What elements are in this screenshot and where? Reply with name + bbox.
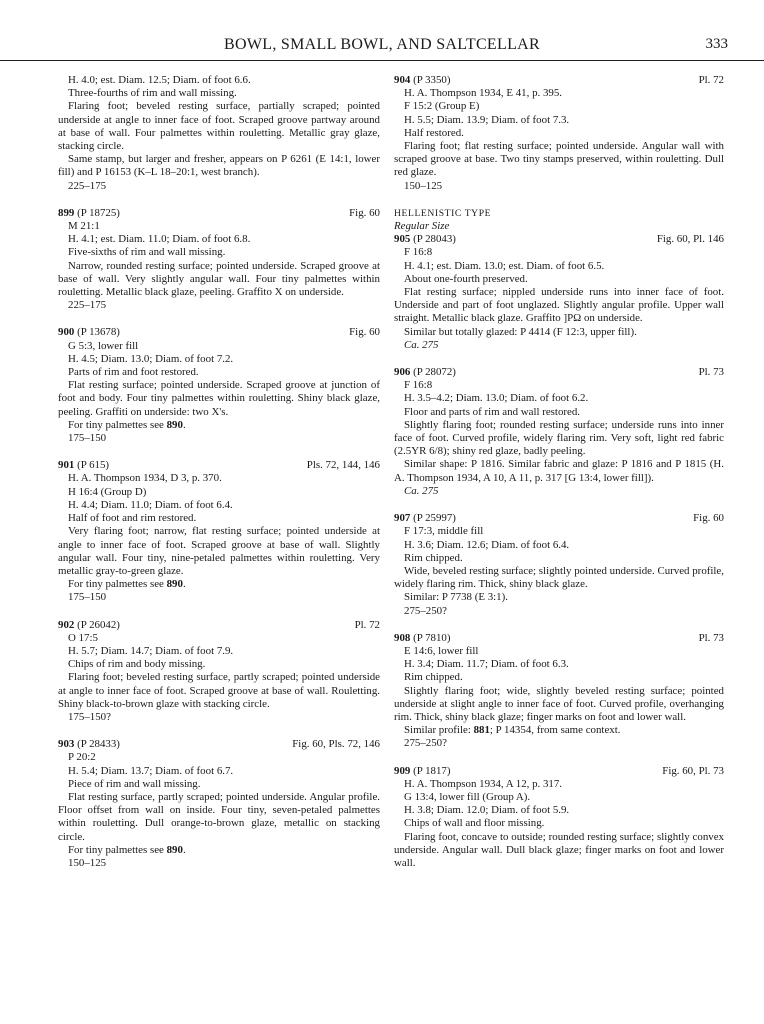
date: 175–150 <box>68 591 107 604</box>
section-heading: HELLENISTIC TYPE <box>394 207 492 219</box>
catalog-number: 907 <box>394 512 411 525</box>
cross-reference: 890 <box>166 843 183 856</box>
left-column <box>58 74 380 884</box>
condition: Half of foot and rim restored. <box>68 512 197 525</box>
condition: Chips of wall and floor missing. <box>404 817 545 830</box>
inventory-number: (P 13678) <box>77 326 120 339</box>
figure-reference: Fig. 60, Pl. 146 <box>656 233 724 246</box>
catalog-number: 906 <box>394 366 411 379</box>
entry-899 <box>58 207 380 313</box>
dimensions: H. 3.6; Diam. 12.6; Diam. of foot 6.4. <box>404 538 570 551</box>
catalog-number: 902 <box>58 618 75 631</box>
date: 150–125 <box>404 179 443 192</box>
entry-heading <box>394 512 724 525</box>
figure-reference: Fig. 60, Pl. 73 <box>662 764 724 777</box>
catalog-number: 905 <box>394 233 411 246</box>
description: Very flaring foot; narrow, flat resting surface; pointed underside at angle to inner face of foot. Scraped groove at base of wall. Slightly angular wall. Four tiny, nine-petaled palmettes within rouletting. Very metallic gray-to-green glaze. <box>58 525 380 577</box>
deposit: E 14:6, lower fill <box>404 644 479 657</box>
date: 275–250? <box>404 737 447 750</box>
right-column <box>394 74 724 884</box>
inventory-number: (P 26042) <box>77 618 120 631</box>
entry-heading <box>58 459 380 472</box>
condition: Rim chipped. <box>404 551 463 564</box>
condition: Three-fourths of rim and wall missing. <box>68 87 237 100</box>
catalog-number: 901 <box>58 459 75 472</box>
entry-heading <box>394 765 724 778</box>
inventory-number: (P 3350) <box>413 74 451 86</box>
entry-heading <box>394 366 724 379</box>
entry-902 <box>58 619 380 725</box>
condition: Five-sixths of rim and wall missing. <box>68 246 226 259</box>
description: Flaring foot, concave to outside; rounded resting surface; slightly convex underside. Angular wall. Dull black glaze; finger marks on foot and lower wall. <box>394 830 724 869</box>
deposit: M 21:1 <box>68 220 100 233</box>
dimensions: H. 4.4; Diam. 11.0; Diam. of foot 6.4. <box>68 498 233 511</box>
inventory-number: (P 1817) <box>413 764 451 777</box>
description: Slightly flaring foot; wide, slightly beveled resting surface; pointed underside at slight angle to inner face of foot. Curved profile, overhanging rim. Thick, shiny black glaze; finger marks on foot and lower wall. <box>394 684 724 723</box>
inventory-number: (P 28043) <box>413 233 456 246</box>
comparanda-note: For tiny palmettes see 890. <box>68 843 186 856</box>
figure-reference: Fig. 60 <box>349 206 380 219</box>
figure-reference: Pl. 73 <box>698 366 724 379</box>
running-head <box>0 36 764 61</box>
figure-reference: Fig. 60 <box>349 326 380 339</box>
date: 225–175 <box>68 179 107 192</box>
bibliography: H. A. Thompson 1934, A 12, p. 317. <box>404 777 563 790</box>
entry-908 <box>394 632 724 751</box>
comparanda-note: For tiny palmettes see 890. <box>68 578 186 591</box>
description: Flat resting surface; nippled underside runs into inner face of foot. Underside and part of foot unglazed. Slightly angular profile. Upper wall straight. Metallic black glaze. Graffito ]ΡΩ on underside. <box>394 286 724 325</box>
comparanda-note: Similar: P 7738 (E 3:1). <box>404 591 508 604</box>
catalog-number: 904 <box>394 74 411 86</box>
condition: Rim chipped. <box>404 671 463 684</box>
inventory-number: (P 28072) <box>413 366 456 379</box>
figure-reference: Pls. 72, 144, 146 <box>306 459 380 472</box>
deposit: F 15:2 (Group E) <box>404 100 480 113</box>
dimensions: H. 3.5–4.2; Diam. 13.0; Diam. of foot 6.2. <box>404 392 589 405</box>
figure-reference: Pl. 72 <box>354 618 380 631</box>
description: Narrow, rounded resting surface; pointed underside. Scraped groove at base of wall. Very slightly angular wall. Four tiny palmettes within rouletting. Metallic black glaze, peeling. Graffito X on underside. <box>58 259 380 299</box>
deposit: G 5:3, lower fill <box>68 339 139 352</box>
cross-reference: 890 <box>166 578 183 591</box>
deposit: F 17:3, middle fill <box>404 525 484 538</box>
entry-905 <box>394 233 724 352</box>
running-title: BOWL, SMALL BOWL, AND SALTCELLAR <box>224 36 540 53</box>
deposit: G 13:4, lower fill (Group A). <box>404 790 531 803</box>
inventory-number: (P 28433) <box>77 738 120 751</box>
entry-906 <box>394 366 724 498</box>
deposit: H 16:4 (Group D) <box>68 485 147 498</box>
description: Flaring foot; beveled resting surface, partially scraped; pointed underside at angle to inner face of foot. Scraped groove partway around at base of wall. Four palmettes within rouletting. Metallic gray glaze, stacking circle. <box>58 100 380 153</box>
condition: Chips of rim and body missing. <box>68 658 206 671</box>
date: 150–125 <box>68 856 107 869</box>
entry-heading <box>394 74 724 87</box>
bibliography: H. A. Thompson 1934, E 41, p. 395. <box>404 87 563 100</box>
condition: About one-fourth preserved. <box>404 272 528 285</box>
dimensions: H. 4.0; est. Diam. 12.5; Diam. of foot 6.6. <box>68 74 251 86</box>
inventory-number: (P 18725) <box>77 206 120 219</box>
description: Flaring foot; beveled resting surface, partly scraped; pointed underside at angle to inner face of foot. Scraped groove at base of wall. Rouletting. Shiny black-to-brown glaze with stacking circle. <box>58 671 380 710</box>
entry-900 <box>58 326 380 445</box>
entry-heading <box>58 619 380 632</box>
date: 225–175 <box>68 299 107 312</box>
page-number: 333 <box>705 36 728 52</box>
catalog-number: 908 <box>394 631 411 644</box>
entry-heading <box>394 233 724 246</box>
deposit: F 16:8 <box>404 379 433 392</box>
figure-reference: Pl. 72 <box>698 74 724 86</box>
catalog-number: 903 <box>58 738 75 751</box>
entry-heading <box>58 326 380 339</box>
catalog-number: 899 <box>58 206 75 219</box>
condition: Half restored. <box>404 126 464 139</box>
description: Wide, beveled resting surface; slightly pointed underside. Curved profile, widely flaring rim. Thick, shiny black glaze. <box>394 564 724 591</box>
date: 275–250? <box>404 604 447 617</box>
condition: Floor and parts of rim and wall restored. <box>404 405 581 418</box>
description: Flat resting surface; pointed underside. Scraped groove at junction of foot and body. Four tiny palmettes within rouletting. Shiny black glaze, peeling. Graffiti on underside: two X's. <box>58 379 380 418</box>
comparanda-note: Same stamp, but larger and fresher, appears on P 6261 (E 14:1, lower fill) and P 16153 (K–L 18–20:1, west branch). <box>58 153 380 179</box>
comparanda-note: Similar shape: P 1816. Similar fabric and glaze: P 1816 and P 1815 (H. A. Thompson 1934, A 10, A 11, p. 317 [G 13:4, lower fill]). <box>394 458 724 484</box>
inventory-number: (P 7810) <box>413 631 451 644</box>
date: 175–150? <box>68 710 111 723</box>
catalog-number: 900 <box>58 326 75 339</box>
subsection-heading: Regular Size <box>394 220 450 233</box>
inventory-number: (P 25997) <box>413 512 456 525</box>
dimensions: H. 4.5; Diam. 13.0; Diam. of foot 7.2. <box>68 352 234 365</box>
entry-903 <box>58 738 380 870</box>
comparanda-note: Similar profile: 881; P 14354, from same context. <box>404 724 621 737</box>
dimensions: H. 3.4; Diam. 11.7; Diam. of foot 6.3. <box>404 658 569 671</box>
deposit: P 20:2 <box>68 751 96 764</box>
deposit: F 16:8 <box>404 246 433 259</box>
deposit: O 17:5 <box>68 631 98 644</box>
description: Flaring foot; flat resting surface; pointed underside. Angular wall with scraped groove at base. Two tiny stamps preserved, within rouletting. Dull red glaze. <box>394 140 724 179</box>
dimensions: H. 5.5; Diam. 13.9; Diam. of foot 7.3. <box>404 113 570 126</box>
cross-reference: 890 <box>166 418 183 431</box>
bibliography: H. A. Thompson 1934, D 3, p. 370. <box>68 472 222 485</box>
cross-reference: 881 <box>473 724 490 737</box>
description: Slightly flaring foot; rounded resting surface; underside runs into inner face of foot. Curved profile, widely flaring rim. Very soft, light red fabric (2.5YR 6/8); shiny red glaze, badly peeling. <box>394 418 724 458</box>
figure-reference: Pl. 73 <box>698 631 724 644</box>
date: Ca. 275 <box>404 484 439 497</box>
date: 175–150 <box>68 432 107 445</box>
entry-907 <box>394 512 724 618</box>
catalog-number: 909 <box>394 764 411 777</box>
entry-901 <box>58 459 380 604</box>
inventory-number: (P 615) <box>77 459 110 472</box>
condition: Parts of rim and foot restored. <box>68 366 199 379</box>
figure-reference: Fig. 60, Pls. 72, 146 <box>292 738 380 751</box>
figure-reference: Fig. 60 <box>693 512 724 525</box>
condition: Piece of rim and wall missing. <box>68 777 201 790</box>
entry-heading <box>394 632 724 645</box>
dimensions: H. 4.1; est. Diam. 13.0; est. Diam. of foot 6.5. <box>404 259 605 272</box>
dimensions: H. 5.4; Diam. 13.7; Diam. of foot 6.7. <box>68 764 234 777</box>
description: Flat resting surface, partly scraped; pointed underside. Angular profile. Floor offset from wall on inside. Four tiny, seven-petaled palmettes within rouletting. Dull orange-to-brown glaze, metallic on stacking circle. <box>58 790 380 843</box>
entry-909 <box>394 765 724 871</box>
dimensions: H. 4.1; est. Diam. 11.0; Diam. of foot 6.8. <box>68 233 251 246</box>
entry-heading <box>58 207 380 220</box>
comparanda-note: Similar but totally glazed: P 4414 (F 12:3, upper fill). <box>404 325 637 338</box>
dimensions: H. 5.7; Diam. 14.7; Diam. of foot 7.9. <box>68 644 234 657</box>
entry-898-continued <box>58 74 380 193</box>
entry-heading <box>58 738 380 751</box>
entry-904 <box>394 74 724 193</box>
dimensions: H. 3.8; Diam. 12.0; Diam. of foot 5.9. <box>404 804 570 817</box>
comparanda-note: For tiny palmettes see 890. <box>68 418 186 431</box>
date: Ca. 275 <box>404 338 439 351</box>
